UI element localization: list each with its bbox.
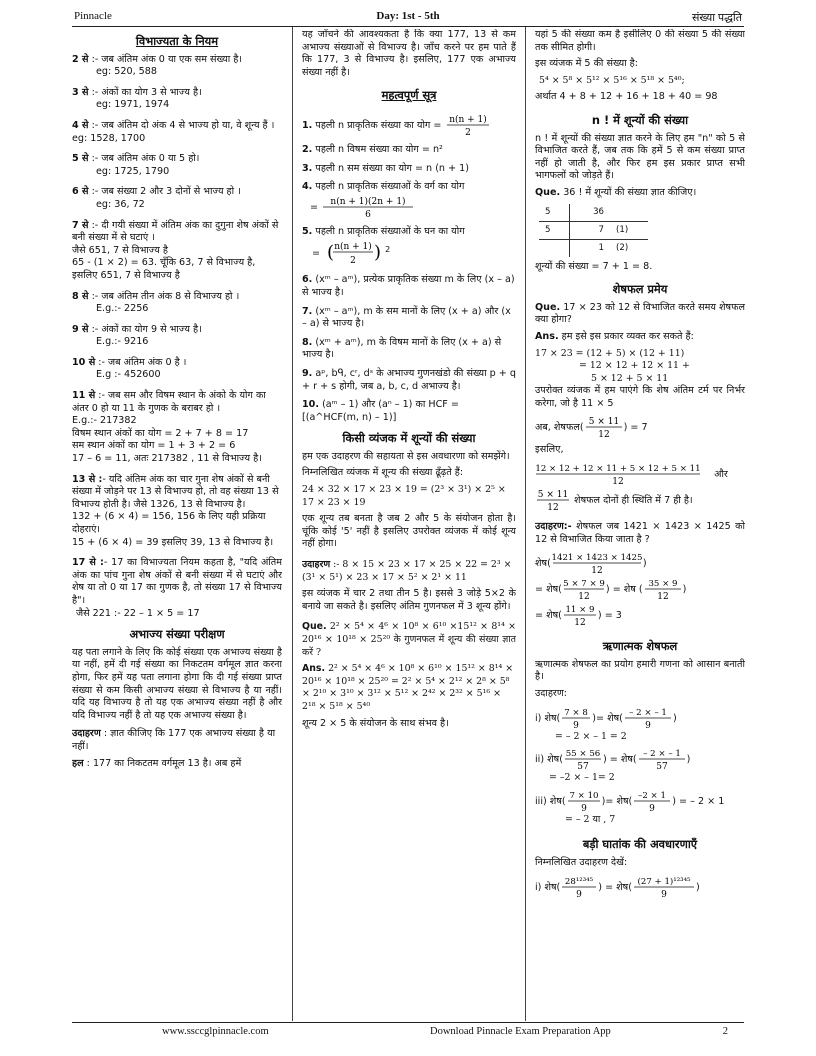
svg-text:12: 12	[597, 430, 610, 441]
zeros-intro: हम एक उदाहरण की सहायता से इस अवधारणा को समझेंगे।	[302, 450, 510, 462]
svg-text:– 2 × – 1: – 2 × – 1	[642, 749, 681, 760]
svg-text:57: 57	[655, 762, 668, 773]
rule-13: 13 से :- यदि अंतिम अंक का चार गुना शेष अंकों से बनी संख्या में जोड़ने पर 13 से विभाज्य हो, तो वह संख्या 13 से विभाज्य होती है। जैसे 1326, 13 से विभाज्य है। 132 + (6 × 4) = 156, 156 के लिए यही प्रक्रिया दोहराएं। 15 + (6 × 4) = 39 इसलिए 39, 13 से विभाज्य है।	[72, 473, 279, 548]
prime-solution-cont: यह जाँचने की आवश्यकता है कि क्या 177, 13 से कम अभाज्य संख्याओं से विभाज्य है। जाँच करने पर हम पाते हैं कि 177, 3 से विभाज्य है। इसलिए, 177 एक अभाज्य संख्या नहीं है।	[302, 29, 516, 78]
zeros-answer: Ans. 2² × 5⁴ × 4⁶ × 10⁸ × 6¹⁰ × 15¹² × 8¹⁴ × 20¹⁶ × 10¹⁸ × 25²⁰ = 2² × 5⁴ × 2¹² × 2⁸ × 5⁸ × 2¹⁰ × 3¹⁰ × 3¹² × 5¹² × 2⁴² × 2³² × 5¹⁶ × 2¹⁸ × 5¹⁸ × 5⁴⁰	[302, 663, 514, 712]
rule-6: 6 से :- जब संख्या 2 और 3 दोनों से भाज्य हो । eg: 36, 72	[72, 186, 241, 210]
svg-text:): )	[374, 242, 382, 264]
formula-5-fraction	[323, 238, 385, 268]
rule-2: 2 से :- जब अंतिम अंक 0 या एक सम संख्या है। eg: 520, 588	[72, 53, 242, 78]
formula-2: 2. पहली n विषम संख्या का योग = n²	[302, 143, 443, 155]
svg-text:– 2 × – 1: – 2 × – 1	[629, 707, 667, 718]
remainder-step: अब, शेषफल( 5 × 11 12 ) = 7	[535, 417, 648, 441]
rem-ex-step-2: = शेष( 5 × 7 × 9 12 ) = शेष ( 35 × 9 12 )	[535, 579, 687, 603]
footer-rule	[72, 1022, 744, 1023]
remainder-explain: उपरोक्त व्यंजक में हम पाएंगे कि शेष अंतिम टर्म पर निर्भर करेगा, जो है 11 × 5	[535, 385, 745, 409]
svg-text:7 × 10: 7 × 10	[569, 790, 599, 801]
footer-website[interactable]: www.ssccglpinnacle.com	[162, 1026, 269, 1037]
remainder-answer: Ans. हम इसे इस प्रकार व्यक्त कर सकते हैं:	[535, 330, 694, 342]
zeros-expr: 24 × 32 × 17 × 23 × 19 = (2³ × 3¹) × 2⁵ × 17 × 23 × 19	[302, 484, 506, 508]
formula-3: 3. पहली n सम संख्या का योग = n (n + 1)	[302, 162, 469, 174]
rule-4: 4 से :- जब अंतिम दो अंक 4 से भाज्य हो या, वे शून्य हैं । eg: 1528, 1700	[72, 119, 275, 144]
remainder-question: Que. 17 × 23 को 12 से विभाजित करते समय शेषफल क्या होगा?	[535, 301, 745, 326]
rule-8: 8 से :- जब अंतिम तीन अंक 8 से विभाज्य हो । E.g.:- 2256	[72, 290, 240, 315]
zeros-example: उदाहरण :- 8 × 15 × 23 × 17 × 25 × 22 = 2³ × (3¹ × 5¹) × 23 × 17 × 5² × 2¹ × 11	[302, 559, 512, 583]
column-divider-1	[292, 27, 293, 1021]
formula-7: 7. (xᵐ – aᵐ), m के सम मानों के लिए (x + a) और (x – a) से भाज्य है।	[302, 305, 511, 330]
big-exponent-title: बड़ी घातांक की अवधारणाएँ	[582, 837, 698, 852]
formula-1: 1. पहली n प्राकृतिक संख्या का योग = n(n + 1) 2	[302, 112, 516, 138]
svg-text:(: (	[327, 242, 335, 264]
svg-text:5 × 7 × 9: 5 × 7 × 9	[563, 579, 605, 590]
svg-text:35 × 9: 35 × 9	[648, 579, 678, 590]
svg-text:5 × 11: 5 × 11	[537, 490, 569, 501]
svg-text:n(n + 1)(2n + 1): n(n + 1)(2n + 1)	[330, 196, 406, 207]
svg-text:9: 9	[661, 889, 667, 900]
svg-text:9: 9	[580, 803, 587, 814]
prime-test-para: यह पता लगाने के लिए कि कोई संख्या एक अभाज्य संख्या है या नहीं, हमें दी गई संख्या का निकटतम वर्गमूल ज्ञात करना होगा, फिर हमें यह पता लगाना होगा कि दी गई संख्या प्राप्त संख्या से कम किसी अभाज्य संख्या से विभाज्य है या नहीं। यदि यह विभाज्य है तो यह एक अभाज्य संख्या नहीं है और यदि विभाज्य नहीं है तो यह एक अभाज्य संख्या है।	[72, 646, 282, 721]
formula-4-fraction	[321, 194, 415, 220]
fives-expr: 5⁴ × 5⁸ × 5¹² × 5¹⁶ × 5¹⁸ × 5⁴⁰;	[539, 74, 685, 86]
big-exp-ex-1: i) शेष( 28¹²³⁴⁵ 9 ) = शेष( (27 + 1)¹²³⁴⁵ 9 )	[535, 876, 700, 900]
svg-text:n(n + 1): n(n + 1)	[334, 242, 372, 253]
rule-17: 17 से :- 17 का विभाज्यता नियम कहता है, "यदि अंतिम अंक का पांच गुना शेष अंकों से बनी संख्या में से घटाएं और शेष या तो 0 या 17 का गुणक है, तो संख्या 17 से विभाज्य है"। जैसे 221 :- 22 – 1 × 5 = 17	[72, 557, 282, 619]
factorial-question: Que. 36 ! में शून्यों की संख्या ज्ञात कीजिए।	[535, 186, 697, 198]
remainder-compare: 12 × 12 + 12 × 11 + 5 × 12 + 5 × 11 12 और	[535, 464, 728, 488]
header-day: Day: 1st - 5th	[376, 10, 440, 22]
prime-solution: हल : 177 का निकटतम वर्गमूल 13 है। अब हमें	[72, 757, 242, 769]
column-3	[535, 29, 745, 1019]
svg-text:28¹²³⁴⁵: 28¹²³⁴⁵	[565, 876, 594, 887]
factorial-zeros-para: n ! में शून्यों की संख्या ज्ञात करने के लिए हम "n" को 5 से विभाजित करते हैं, जब तक कि हमें 5 से कम संख्या प्राप्त नहीं हो जाती है, और फिर हम इस प्रकार प्राप्त सभी भागफलों को जोड़ते हैं।	[535, 132, 745, 182]
svg-text:7 × 8: 7 × 8	[564, 707, 589, 718]
svg-text:9: 9	[645, 720, 651, 731]
svg-text:12 × 12 + 12 × 11 + 5 × 12 + 5: 12 × 12 + 12 × 11 + 5 × 12 + 5 × 11	[535, 464, 701, 475]
svg-text:(27 + 1)¹²³⁴⁵: (27 + 1)¹²³⁴⁵	[637, 876, 691, 887]
neg-ex-3-result: = – 2 या , 7	[565, 813, 616, 825]
remainder-title: शेषफल प्रमेय	[612, 282, 668, 297]
neg-ex-1: i) शेष( 7 × 8 9 )= शेष( – 2 × – 1 9 )	[535, 707, 677, 731]
rule-9: 9 से :- अंकों का योग 9 से भाज्य है। E.g.:- 9216	[72, 323, 202, 348]
svg-text:2: 2	[350, 256, 356, 267]
therefore-label: इसलिए,	[535, 444, 564, 456]
prime-test-title: अभाज्य संख्या परीक्षण	[129, 627, 225, 642]
division-table: 5 36 5 7 (1) 1 (2)	[539, 204, 648, 257]
zeros-explain: एक शून्य तब बनता है जब 2 और 5 के संयोजन होता है। चूंकि कोई '5' नहीं है इसलिए उपरोक्त व्यंजक में कोई शून्य नहीं होगा।	[302, 513, 516, 550]
page-number: 2	[722, 1026, 728, 1037]
formula-10: 10. (aᵐ – 1) और (aⁿ – 1) का HCF = [(a^HCF(m, n) – 1)]	[302, 399, 459, 423]
svg-text:9: 9	[573, 720, 580, 731]
svg-text:n(n + 1): n(n + 1)	[448, 114, 487, 125]
page-header	[72, 10, 744, 26]
svg-text:12: 12	[574, 618, 586, 629]
zeros-question: Que. 2² × 5⁴ × 4⁶ × 10⁸ × 6¹⁰ ×15¹² × 8¹⁴ × 20¹⁶ × 10¹⁸ × 25²⁰ के गुणनफल में शून्य की संख्या ज्ञात करें ?	[302, 621, 516, 658]
formula-5: 5. पहली n प्राकृतिक संख्याओं के घन का योग = ( n(n + 1) 2 ) $^2$	[302, 225, 465, 267]
header-topic: संख्या पद्धति	[691, 12, 742, 24]
neg-ex-1-result: = – 2 × – 1 = 2	[555, 730, 627, 742]
zeros-example-result: इस व्यंजक में चार 2 तथा तीन 5 है। इससे 3 जोड़े 5×2 के बनाये जा सकते है। इसलिए अंतिम गुणनफल में 3 शून्य होंगे।	[302, 588, 516, 612]
rule-10: 10 से :- जब अंतिम अंक 0 है । E.g :- 452600	[72, 356, 187, 381]
formulas-title: महत्वपूर्ण सूत्र	[381, 88, 437, 103]
rule-5: 5 से :- जब अंतिम अंक 0 या 5 हो। eg: 1725, 1790	[72, 153, 200, 177]
svg-text:11 × 9: 11 × 9	[565, 605, 595, 616]
divisibility-title: विभाज्यता के नियम	[135, 34, 219, 48]
svg-text:12: 12	[612, 477, 624, 488]
svg-text:1421 × 1423 × 1425: 1421 × 1423 × 1425	[551, 553, 643, 564]
prime-example: उदाहरण : ज्ञात कीजिए कि 177 एक अभाज्य संख्या है या नहीं।	[72, 728, 276, 752]
formula-8: 8. (xᵐ + aᵐ), m के विषम मानों के लिए (x + a) से भाज्य है।	[302, 336, 502, 361]
svg-text:5 × 11: 5 × 11	[588, 417, 619, 428]
formula-9: 9. aᵖ, bᑫ, cʳ, dˢ के अभाज्य गुणनखंडो की संख्या p + q + r + s होगी, जब a, b, c, d अभाज्य है।	[302, 367, 516, 392]
zeros-find: निम्नलिखित व्यंजक में शून्य की संख्या ढूँढ़ते हैं:	[302, 467, 464, 479]
remainder-example: उदाहरण:- शेषफल जब 1421 × 1423 × 1425 को 12 से विभाजित किया जाता है ?	[535, 521, 745, 545]
svg-text:6: 6	[365, 209, 371, 220]
remainder-same: 5 × 11 12 शेषफल दोनों ही स्थिति में 7 ही है।	[537, 490, 693, 514]
svg-text:9: 9	[576, 889, 583, 900]
formula-6: 6. (xᵐ – aᵐ), प्रत्येक प्राकृतिक संख्या m के लिए (x – a) से भाज्य है।	[302, 274, 515, 298]
column-divider-2	[525, 27, 526, 1021]
fives-count: इस व्यंजक में 5 की संख्या है:	[535, 58, 638, 70]
neg-ex-3: iii) शेष( 7 × 10 9 )= शेष( –2 × 1 9 ) = – 2 × 1	[535, 790, 725, 814]
rule-3: 3 से :- अंकों का योग 3 से भाज्य है। eg: 1971, 1974	[72, 86, 202, 111]
factorial-result: शून्यों की संख्या = 7 + 1 = 8.	[535, 260, 653, 272]
negative-example-label: उदाहरण:	[535, 688, 568, 700]
footer-app-promo: Download Pinnacle Exam Preparation App	[430, 1026, 611, 1037]
svg-text:12: 12	[547, 503, 559, 514]
svg-text:–2 × 1: –2 × 1	[638, 790, 667, 801]
zeros-answer-end: शून्य 2 × 5 के संयोजन के साथ संभव है।	[302, 717, 449, 729]
rule-11: 11 से :- जब सम और विषम स्थान के अंको के योग का अंतर 0 हो या 11 के गुणक के बराबर हो । E.g.:- 217382 विषम स्थान अंकों का योग = 2 + 7 + 8 = 17 सम स्थान अंकों का योग = 1 + 3 + 2 = 6 17 – 6 = 11, अतः 217382 , 11 से विभाज्य है।	[72, 390, 266, 465]
neg-ex-2: ii) शेष( 55 × 56 57 ) = शेष( – 2 × – 1 57 )	[535, 749, 691, 773]
rem-ex-step-3: = शेष( 11 × 9 12 ) = 3	[535, 605, 622, 629]
column-2	[302, 29, 516, 1019]
svg-text:12: 12	[591, 566, 603, 577]
rule-7: 7 से :- दी गयी संख्या में अंतिम अंक का दुगुना शेष अंकों से बनी संख्या में से घटाएं । जैसे 651, 7 से विभाज्य है 65 - (1 × 2) = 63. चूँकि 63, 7 से विभाज्य है, इसलिए 651, 7 से विभाज्य है	[72, 219, 279, 281]
svg-text:12: 12	[656, 592, 669, 603]
fives-sum: अर्थात 4 + 8 + 12 + 16 + 18 + 40 = 98	[535, 91, 718, 103]
negative-remainder-title: ऋणात्मक शेषफल	[602, 639, 678, 654]
zeros-title: किसी व्यंजक में शून्यों की संख्या	[342, 431, 476, 446]
fives-limit: यहां 5 की संख्या कम है इसीलिए 0 की संख्या 5 की संख्या तक सीमित होगी।	[535, 29, 745, 53]
formula-4: 4. पहली n प्राकृतिक संख्याओं के वर्ग का योग = n(n + 1)(2n + 1) 6	[302, 181, 465, 220]
factorial-zeros-title: n ! में शून्यों की संख्या	[591, 112, 689, 127]
remainder-expansion: 17 × 23 = (12 + 5) × (12 + 11) = 12 × 12 + 12 × 11 + 5 × 12 + 5 × 11	[535, 347, 690, 384]
header-brand: Pinnacle	[74, 10, 112, 22]
svg-text:57: 57	[577, 762, 589, 773]
formula-1-fraction	[445, 112, 491, 138]
neg-ex-2-result: = –2 × – 1= 2	[549, 772, 615, 784]
svg-text:9: 9	[649, 803, 656, 814]
header-rule	[72, 26, 744, 27]
column-1	[72, 29, 282, 1019]
svg-text:55 × 56: 55 × 56	[565, 749, 601, 760]
negative-remainder-para: ऋणात्मक शेषफल का प्रयोग हमारी गणना को आसान बनाती है।	[535, 658, 745, 683]
svg-text:12: 12	[578, 592, 590, 603]
rem-ex-step-1: शेष( 1421 × 1423 × 1425 12 )	[535, 553, 647, 577]
svg-text:2: 2	[464, 127, 471, 138]
big-exponent-intro: निम्नलिखित उदाहरण देखें:	[535, 857, 628, 868]
